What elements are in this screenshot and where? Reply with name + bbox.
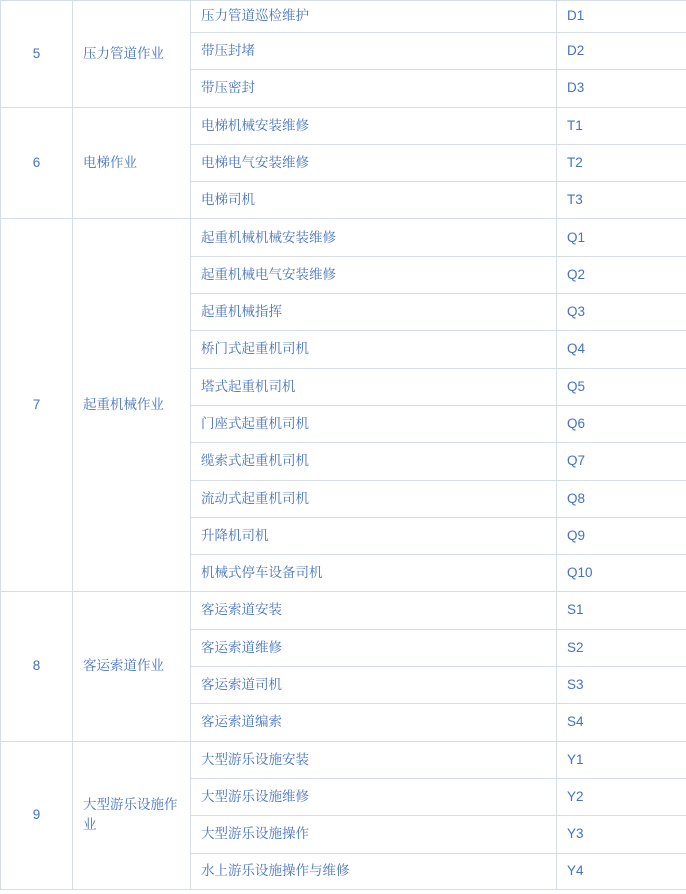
code-cell: T1 bbox=[557, 107, 686, 144]
item-cell: 大型游乐设施操作 bbox=[191, 816, 557, 853]
code-cell: Q7 bbox=[557, 443, 686, 480]
row-number-cell: 9 bbox=[1, 741, 73, 889]
item-cell: 电梯机械安装维修 bbox=[191, 107, 557, 144]
code-cell: S2 bbox=[557, 629, 686, 666]
code-cell: Q10 bbox=[557, 555, 686, 592]
code-cell: D1 bbox=[557, 1, 686, 33]
item-cell: 起重机械指挥 bbox=[191, 294, 557, 331]
category-cell: 电梯作业 bbox=[73, 107, 191, 219]
table-row bbox=[1, 1, 686, 33]
item-cell: 电梯司机 bbox=[191, 182, 557, 219]
code-cell: S3 bbox=[557, 667, 686, 704]
item-cell: 升降机司机 bbox=[191, 517, 557, 554]
code-cell: T3 bbox=[557, 182, 686, 219]
item-cell: 流动式起重机司机 bbox=[191, 480, 557, 517]
item-cell: 水上游乐设施操作与维修 bbox=[191, 853, 557, 889]
code-cell: T2 bbox=[557, 144, 686, 181]
item-cell: 电梯电气安装维修 bbox=[191, 144, 557, 181]
code-cell: Q8 bbox=[557, 480, 686, 517]
item-cell: 客运索道司机 bbox=[191, 667, 557, 704]
row-number-cell: 5 bbox=[1, 1, 73, 108]
code-cell: Y1 bbox=[557, 741, 686, 778]
item-cell: 起重机械电气安装维修 bbox=[191, 256, 557, 293]
item-cell: 机械式停车设备司机 bbox=[191, 555, 557, 592]
category-cell: 起重机械作业 bbox=[73, 219, 191, 592]
table-row bbox=[1, 592, 686, 629]
item-cell: 客运索道编索 bbox=[191, 704, 557, 741]
item-cell: 起重机械机械安装维修 bbox=[191, 219, 557, 256]
code-cell: S4 bbox=[557, 704, 686, 741]
item-cell: 带压密封 bbox=[191, 70, 557, 107]
code-cell: Y4 bbox=[557, 853, 686, 889]
row-number-cell: 6 bbox=[1, 107, 73, 219]
table-body bbox=[1, 1, 686, 890]
row-number-cell: 7 bbox=[1, 219, 73, 592]
item-cell: 塔式起重机司机 bbox=[191, 368, 557, 405]
table-row bbox=[1, 107, 686, 144]
item-cell: 客运索道安装 bbox=[191, 592, 557, 629]
item-cell: 客运索道维修 bbox=[191, 629, 557, 666]
item-cell: 大型游乐设施维修 bbox=[191, 778, 557, 815]
category-cell: 客运索道作业 bbox=[73, 592, 191, 741]
code-cell: Q2 bbox=[557, 256, 686, 293]
code-cell: S1 bbox=[557, 592, 686, 629]
code-cell: Q9 bbox=[557, 517, 686, 554]
row-number-cell: 8 bbox=[1, 592, 73, 741]
code-cell: Q1 bbox=[557, 219, 686, 256]
item-cell: 桥门式起重机司机 bbox=[191, 331, 557, 368]
code-cell: Q5 bbox=[557, 368, 686, 405]
item-cell: 门座式起重机司机 bbox=[191, 405, 557, 442]
code-cell: Q4 bbox=[557, 331, 686, 368]
table-row bbox=[1, 741, 686, 778]
code-cell: Q3 bbox=[557, 294, 686, 331]
category-cell: 大型游乐设施作业 bbox=[73, 741, 191, 889]
item-cell: 带压封堵 bbox=[191, 33, 557, 70]
item-cell: 大型游乐设施安装 bbox=[191, 741, 557, 778]
code-cell: D2 bbox=[557, 33, 686, 70]
table-row bbox=[1, 219, 686, 256]
code-cell: Q6 bbox=[557, 405, 686, 442]
code-cell: Y3 bbox=[557, 816, 686, 853]
category-cell: 压力管道作业 bbox=[73, 1, 191, 108]
code-cell: Y2 bbox=[557, 778, 686, 815]
code-cell: D3 bbox=[557, 70, 686, 107]
item-cell: 压力管道巡检维护 bbox=[191, 1, 557, 33]
item-cell: 缆索式起重机司机 bbox=[191, 443, 557, 480]
